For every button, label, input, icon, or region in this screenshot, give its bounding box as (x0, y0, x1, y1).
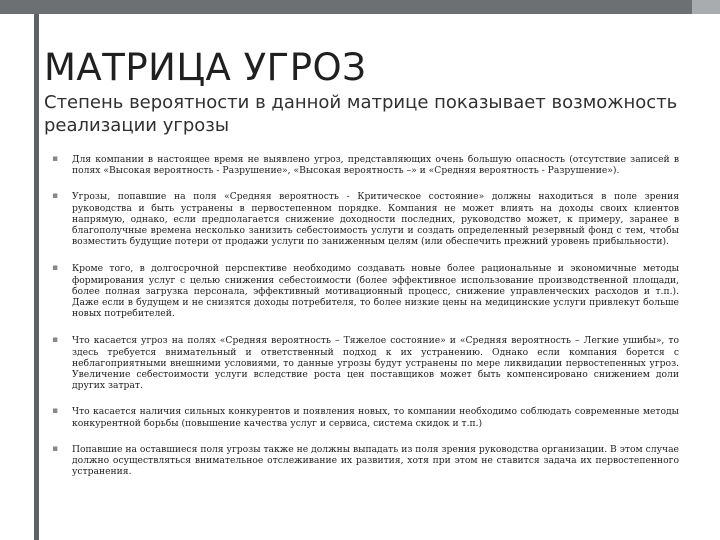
slide-title: МАТРИЦА УГРОЗ (44, 46, 367, 89)
bullet-item (52, 444, 679, 478)
bullet-marker-icon: ▪ (52, 443, 59, 454)
bullet-text: Для компании в настоящее время не выявлено угроз, представляющих очень большую опасность (отсутствие записей в полях «Высокая вероятность - Разрушение», «Высокая вероятность –» и «Средняя вероятность - Разрушение»). (72, 154, 679, 177)
bullet-item (52, 154, 679, 176)
bullet-item (52, 263, 679, 319)
bullet-marker-icon: ▪ (52, 263, 59, 274)
bullet-item (52, 191, 679, 247)
top-bar (0, 0, 720, 14)
top-accent-block (692, 0, 720, 14)
bullet-text: Кроме того, в долгосрочной перспективе необходимо создавать новые более рациональные и экономичные методы формирования услуг с целью снижения себестоимости (более эффективное использование производственной площади, более полная загрузка персонала, эффективный мотивационный процесс, снижение управленческих расходов и т.п.). Даже если в будущем и не снизятся доходы потребителя, то более низкие цены на медицинские услуги привлекут больше новых потребителей. (72, 263, 679, 320)
bullet-text: Попавшие на оставшиеся поля угрозы также не должны выпадать из поля зрения руководства организации. В этом случае должно осуществляться внимательное отслеживание их развития, хотя при этом не ставится задача их первостепенного устранения. (72, 443, 679, 478)
bullet-text: Что касается наличия сильных конкурентов и появления новых, то компании необходимо соблюдать современные методы конкурентной борьбы (повышение качества услуг и сервиса, система скидок и т.п.) (72, 406, 679, 429)
bullet-marker-icon: ▪ (52, 335, 59, 346)
bullet-marker-icon: ▪ (52, 191, 59, 202)
bullet-item (52, 335, 679, 391)
bullet-text: Что касается угроз на полях «Средняя вероятность – Тяжелое состояние» и «Средняя вероятность – Легкие ушибы», то здесь требуется внимательный и ответственный подход к их устранению. Однако если компания борется с неблагоприятными внешними условиями, то данные угрозы будут устранены по мере ликвидации первостепенных угроз. Увеличение себестоимости услуги вследствие роста цен поставщиков может быть компенсировано снижением доли других затрат. (72, 335, 679, 392)
left-vertical-rule (34, 14, 39, 540)
bullet-item (52, 406, 679, 428)
bullet-list (52, 154, 679, 492)
bullet-marker-icon: ▪ (52, 406, 59, 417)
bullet-marker-icon: ▪ (52, 154, 59, 164)
slide-subtitle: Степень вероятности в данной матрице показывает возможность реализации угрозы (44, 92, 678, 136)
bullet-text: Угрозы, попавшие на поля «Средняя вероятность - Критическое состояние» должны находиться в поле зрения руководства и быть устранены в первостепенном порядке. Компания не может влиять на доходы своих клиентов напрямую, однако, если предполагается снижение доходности последних, руководство может, к примеру, заранее в благополучные времена несколько занизить себестоимость услуги и создать определенный резервный фонд с тем, чтобы возместить будущие потери от продажи услуги по заниженным целям (или обеспечить прежний уровень прибыльности). (72, 191, 679, 248)
